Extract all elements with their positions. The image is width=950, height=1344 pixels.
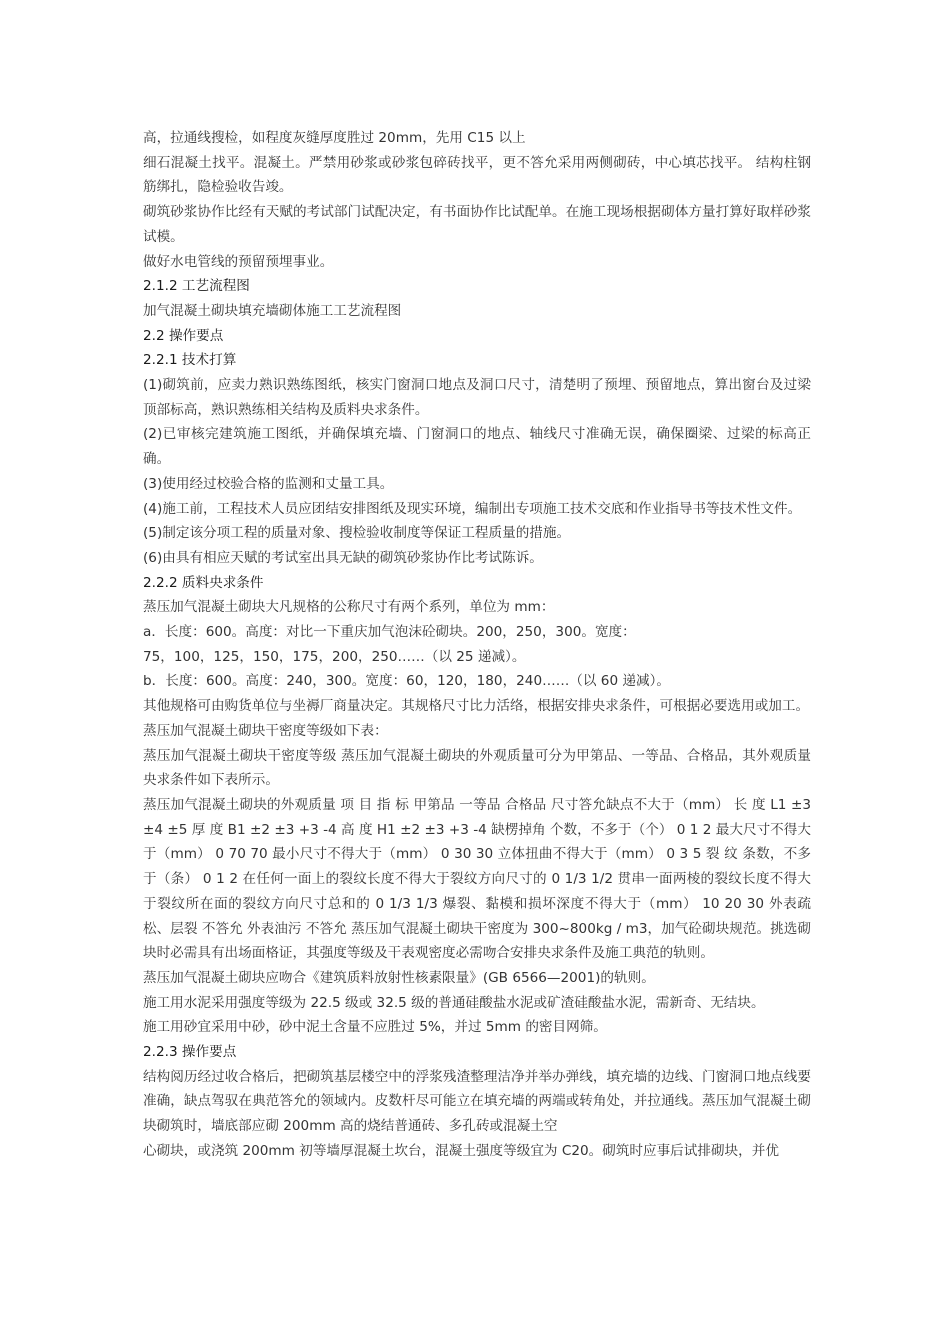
section-heading: 2.2 操作要点 [143, 327, 224, 344]
section-heading: 2.2.3 操作要点 [143, 1044, 237, 1061]
body-paragraph: (3)使用经过校验合格的监测和丈量工具。 [143, 475, 394, 492]
body-paragraph: 蒸压加气混凝土砌块大凡规格的公称尺寸有两个系列，单位为 mm： [143, 599, 555, 616]
document-body [143, 126, 811, 1164]
body-paragraph: 高，拉通线搜检，如程度灰缝厚度胜过 20mm，先用 C15 以上 [143, 130, 526, 146]
body-paragraph: 其他规格可由购货单位与坐褥厂商量决定。其规格尺寸比力活络，根据安排央求条件，可根据必要选用或加工。 [143, 698, 810, 715]
body-paragraph: 砌筑砂浆协作比经有天赋的考试部门试配决定，有书面协作比试配单。在施工现场根据砌体方量打算好取样砂浆试模。 [143, 204, 811, 245]
section-heading: 2.2.2 质料央求条件 [143, 574, 264, 591]
body-paragraph: (4)施工前，工程技术人员应团结安排图纸及现实环境，编制出专项施工技术交底和作业指导书等技术性文件。 [143, 500, 802, 517]
body-paragraph: 施工用水泥采用强度等级为 22.5 级或 32.5 级的普通硅酸盐水泥或矿渣硅酸盐水泥，需新奇、无结块。 [143, 994, 765, 1011]
body-paragraph: 细石混凝土找平。混凝土。严禁用砂浆或砂浆包碎砖找平，更不答允采用两侧砌砖，中心填芯找平。 结构柱钢筋绑扎，隐检验收告竣。 [143, 154, 811, 196]
body-paragraph: 做好水电管线的预留预埋事业。 [143, 253, 334, 270]
body-paragraph: 75，100，125，150，175，200，250……（以 25 递减）。 [143, 648, 526, 665]
body-paragraph: 心砌块，或浇筑 200mm 初等墙厚混凝土坎台，混凝土强度等级宜为 C20。砌筑时应事后试排砌块，并优 [143, 1142, 779, 1159]
body-paragraph: (2)已审核完建筑施工图纸，并确保填充墙、门窗洞口的地点、轴线尺寸准确无误，确保圈梁、过梁的标高正确。 [143, 426, 811, 468]
body-paragraph: 施工用砂宜采用中砂，砂中泥土含量不应胜过 5%，并过 5mm 的密目网筛。 [143, 1019, 607, 1036]
section-heading: 2.1.2 工艺流程图 [143, 278, 250, 295]
body-paragraph: 蒸压加气混凝土砌块应吻合《建筑质料放射性核素限量》(GB 6566—2001)的轨则。 [143, 969, 655, 986]
body-paragraph: (6)由具有相应天赋的考试室出具无缺的砌筑砂浆协作比考试陈诉。 [143, 549, 543, 566]
body-paragraph: 加气混凝土砌块填充墙砌体施工工艺流程图 [143, 302, 402, 319]
body-paragraph: 蒸压加气混凝土砌块干密度等级 蒸压加气混凝土砌块的外观质量可分为甲第品、一等品、合格品，其外观质量央求条件如下表所示。 [143, 747, 811, 789]
body-paragraph: 结构阅历经过收合格后，把砌筑基层楼空中的浮浆残渣整理洁净并举办弹线，填充墙的边线、门窗洞口地点线要准确，缺点驾驭在典范答允的领域内。皮数杆尽可能立在填充墙的两端或转角处，并拉通线。蒸压加气混凝土砌块砌筑时，墙底部应砌 200mm 高的烧结普通砖、多孔砖或混凝土空 [143, 1068, 811, 1135]
body-paragraph: a．长度：600。高度：对比一下重庆加气泡沫砼砌块。200，250，300。宽度： [143, 624, 636, 641]
body-paragraph: 蒸压加气混凝土砌块的外观质量 项 目 指 标 甲第品 一等品 合格品 尺寸答允缺点不大于（mm） 长 度 L1 ±3 ±4 ±5 厚 度 B1 ±2 ±3 +3 -4 高 度 H1 ±2 ±3 +3 -4 缺楞掉角 个数，不多于（个） 0 1 2 最大尺寸不得大于（mm） 0 70 70 最小尺寸不得大于（mm） 0 30 30 立体扭曲不得大于（mm） 0 3 5 裂 纹 条数，不多于（条） 0 1 2 在任何一面上的裂纹长度不得大于裂纹方向尺寸的 0 1/3 1/2 贯串一面两棱的裂纹长度不得大于裂纹所在面的裂纹方向尺寸总和的 0 1/3 1/3 爆裂、黏模和损坏深度不得大于（mm） 10 20 30 外表疏松、层裂 不答允 外表油污 不答允 蒸压加气混凝土砌块干密度为 300~800kg / m3，加气砼砌块规范。挑选砌块时必需具有出场面格证，其强度等级及干表观密度必需吻合安排央求条件及施工典范的轨则。 [143, 796, 811, 962]
body-paragraph: b．长度：600。高度：240，300。宽度：60，120，180，240……（以 60 递减）。 [143, 673, 670, 690]
body-paragraph: (1)砌筑前，应卖力熟识熟练图纸，核实门窗洞口地点及洞口尺寸，清楚明了预埋、预留地点，算出窗台及过梁顶部标高，熟识熟练相关结构及质料央求条件。 [143, 377, 811, 418]
body-paragraph: 蒸压加气混凝土砌块干密度等级如下表： [143, 722, 388, 739]
body-paragraph: (5)制定该分项工程的质量对象、搜检验收制度等保证工程质量的措施。 [143, 525, 571, 542]
section-heading: 2.2.1 技术打算 [143, 352, 237, 369]
